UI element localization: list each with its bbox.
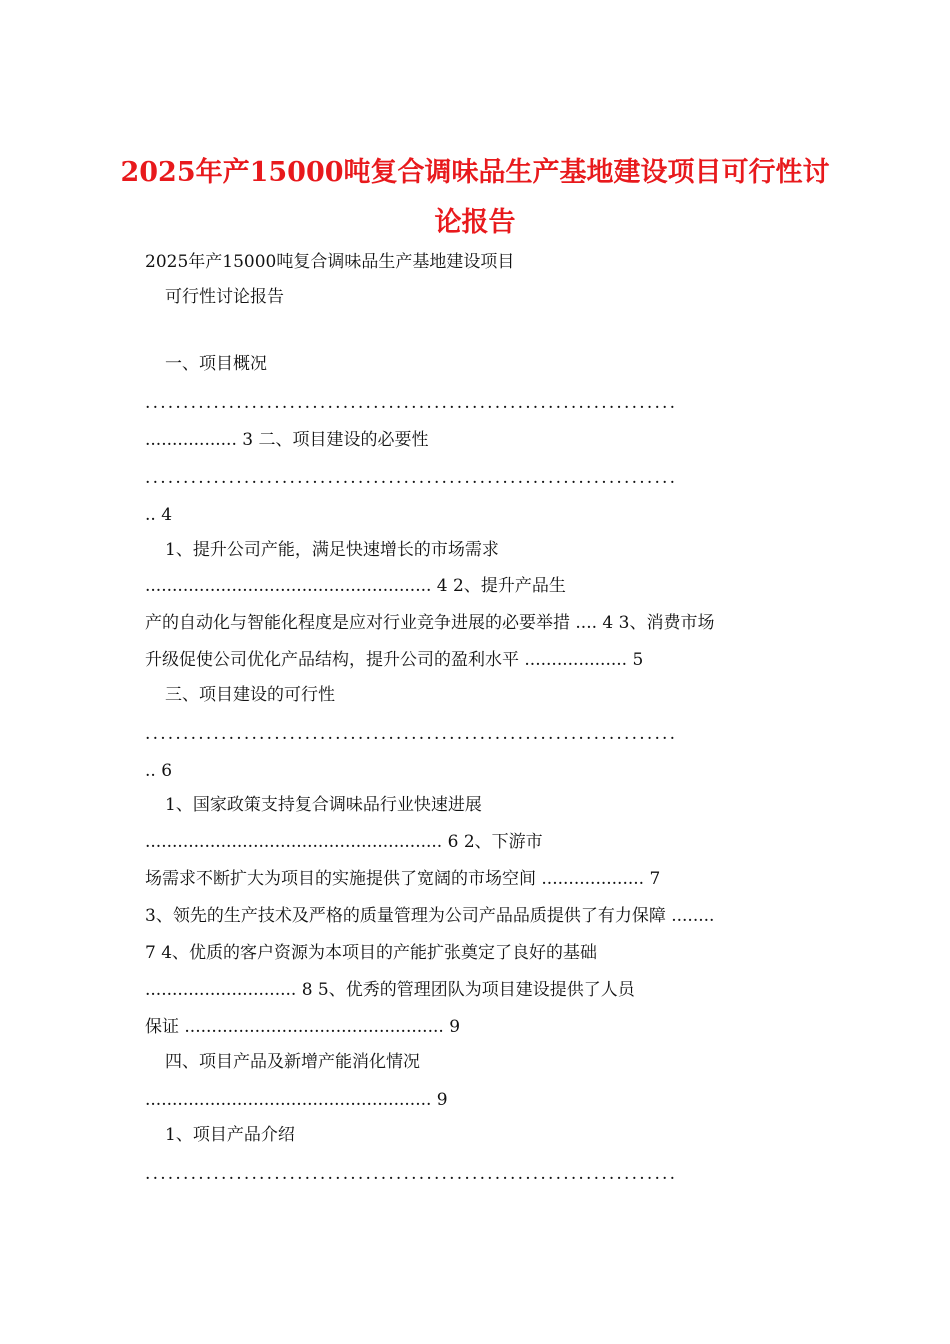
toc-entry: 1、提升公司产能，满足快速增长的市场需求	[165, 540, 499, 560]
toc-heading: 一、项目概况	[165, 354, 267, 374]
toc-heading: 三、项目建设的可行性	[165, 685, 335, 705]
toc-leader-dots: ......................................................................	[145, 393, 678, 413]
toc-entry: ................. 3 二、项目建设的必要性	[145, 430, 429, 450]
toc-entry: ....................................................... 6 2、下游市	[145, 832, 543, 852]
document-title-line-2: 论报告	[434, 207, 516, 238]
toc-entry: 7 4、优质的客户资源为本项目的产能扩张奠定了良好的基础	[145, 943, 598, 963]
toc-leader-dots: ......................................................................	[145, 468, 678, 488]
toc-entry: ..................................................... 4 2、提升产品生	[145, 576, 566, 596]
document-title-line-1: 2025年产15000吨复合调味品生产基地建设项目可行性讨	[120, 157, 830, 188]
subtitle-line: 可行性讨论报告	[165, 287, 284, 307]
toc-leader-dots: ......................................................................	[145, 1164, 678, 1184]
toc-heading: 四、项目产品及新增产能消化情况	[165, 1052, 420, 1072]
toc-entry: ............................ 8 5、优秀的管理团队为项目建设提供了人员	[145, 980, 635, 1000]
toc-entry: .. 6	[145, 761, 173, 781]
toc-entry: ..................................................... 9	[145, 1090, 448, 1110]
toc-entry: 保证 ................................................ 9	[145, 1017, 461, 1037]
toc-entry: 1、项目产品介绍	[165, 1125, 295, 1145]
toc-entry: 产的自动化与智能化程度是应对行业竞争进展的必要举措 .... 4 3、消费市场	[145, 613, 715, 633]
toc-entry: 升级促使公司优化产品结构，提升公司的盈利水平 ................... 5	[145, 650, 644, 670]
toc-entry: 3、领先的生产技术及严格的质量管理为公司产品品质提供了有力保障 ........	[145, 906, 715, 926]
toc-entry: 1、国家政策支持复合调味品行业快速进展	[165, 795, 482, 815]
toc-entry: 场需求不断扩大为项目的实施提供了宽阔的市场空间 ................... 7	[145, 869, 661, 889]
toc-leader-dots: ......................................................................	[145, 724, 678, 744]
toc-entry: .. 4	[145, 505, 173, 525]
subtitle-line: 2025年产15000吨复合调味品生产基地建设项目	[145, 252, 515, 272]
